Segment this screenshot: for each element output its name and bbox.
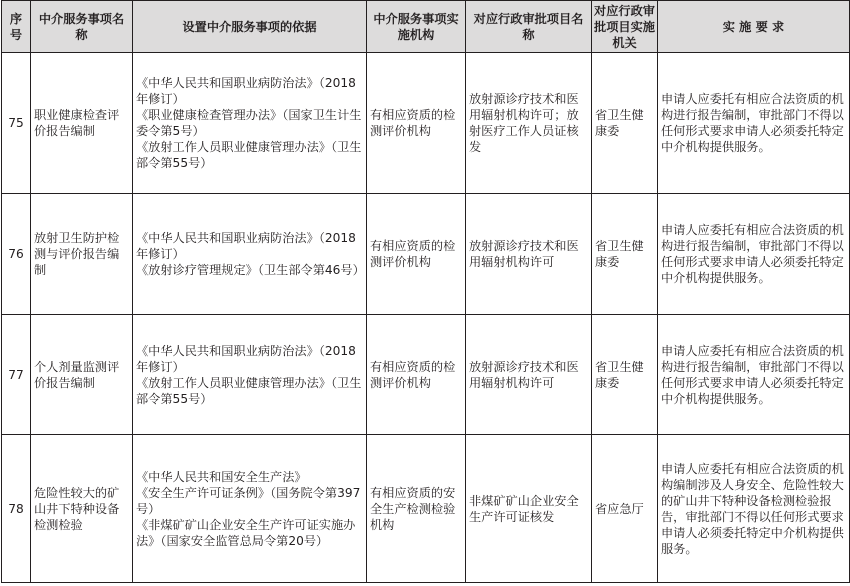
row-requirements: 申请人应委托有相应合法资质的机构进行报告编制，审批部门不得以任何形式要求申请人必须委托特定中介机构提供服务。 [658,53,850,194]
basis-line: 《中华人民共和国安全生产法》 [136,469,307,484]
row-basis [133,435,367,583]
basis-line: 《中华人民共和国职业病防治法》（2018年修订） [136,231,356,261]
row-approval-item: 放射源诊疗技术和医用辐射机构许可 [466,194,592,315]
row-approval-agency: 省应急厅 [592,435,658,583]
row-basis [133,194,367,315]
row-item-name: 个人剂量监测评价报告编制 [31,315,133,435]
header-approval-agency: 对应行政审批项目实施机关 [592,1,658,53]
table-row [2,194,850,315]
row-approval-agency: 省卫生健康委 [592,53,658,194]
row-agency: 有相应资质的检测评价机构 [367,53,466,194]
row-approval-agency: 省卫生健康委 [592,194,658,315]
row-basis [133,315,367,435]
table-row [2,435,850,583]
row-requirements: 申请人应委托有相应合法资质的机构编制涉及人身安全、危险性较大的矿山井下特种设备检测检验报告，审批部门不得以任何形式要求申请人必须委托特定中介机构提供服务。 [658,435,850,583]
header-agency: 中介服务事项实施机构 [367,1,466,53]
row-item-name: 职业健康检查评价报告编制 [31,53,133,194]
basis-line: 《放射工作人员职业健康管理办法》（卫生部令第55号） [136,375,362,406]
row-requirements: 申请人应委托有相应合法资质的机构进行报告编制，审批部门不得以任何形式要求申请人必须委托特定中介机构提供服务。 [658,194,850,315]
row-agency: 有相应资质的检测评价机构 [367,315,466,435]
basis-line: 《中华人民共和国职业病防治法》（2018年修订） [136,343,356,374]
basis-line: 《安全生产许可证条例》（国务院令第397号） [136,485,361,516]
header-requirements: 实 施 要 求 [658,1,850,53]
row-approval-agency: 省卫生健康委 [592,315,658,435]
row-seq: 76 [2,194,31,315]
header-item-name: 中介服务事项名称 [31,1,133,53]
row-approval-item: 放射源诊疗技术和医用辐射机构许可；放射医疗工作人员证核发 [466,53,592,194]
basis-line: 《中华人民共和国职业病防治法》（2018年修订） [136,76,356,106]
row-agency: 有相应资质的检测评价机构 [367,194,466,315]
intermediary-services-table [1,0,850,583]
row-item-name: 危险性较大的矿山井下特种设备检测检验 [31,435,133,583]
row-approval-item: 非煤矿矿山企业安全生产许可证核发 [466,435,592,583]
basis-line: 《放射诊疗管理规定》（卫生部令第46号） [136,263,365,277]
row-seq: 75 [2,53,31,194]
table-header-row [2,1,850,53]
row-agency: 有相应资质的安全生产检测检验机构 [367,435,466,583]
row-approval-item: 放射源诊疗技术和医用辐射机构许可 [466,315,592,435]
row-basis [133,53,367,194]
table-row [2,53,850,194]
header-approval-item: 对应行政审批项目名称 [466,1,592,53]
basis-line: 《职业健康检查管理办法》（国家卫生计生委令第5号） [136,108,362,138]
basis-line: 《非煤矿矿山企业安全生产许可证实施办法》（国家安全监管总局令第20号） [136,517,356,548]
basis-line: 《放射工作人员职业健康管理办法》（卫生部令第55号） [136,140,362,170]
header-basis: 设置中介服务事项的依据 [133,1,367,53]
header-seq: 序号 [2,1,31,53]
table-row [2,315,850,435]
row-seq: 78 [2,435,31,583]
row-requirements: 申请人应委托有相应合法资质的机构进行报告编制，审批部门不得以任何形式要求申请人必须委托特定中介机构提供服务。 [658,315,850,435]
row-item-name: 放射卫生防护检测与评价报告编制 [31,194,133,315]
row-seq: 77 [2,315,31,435]
